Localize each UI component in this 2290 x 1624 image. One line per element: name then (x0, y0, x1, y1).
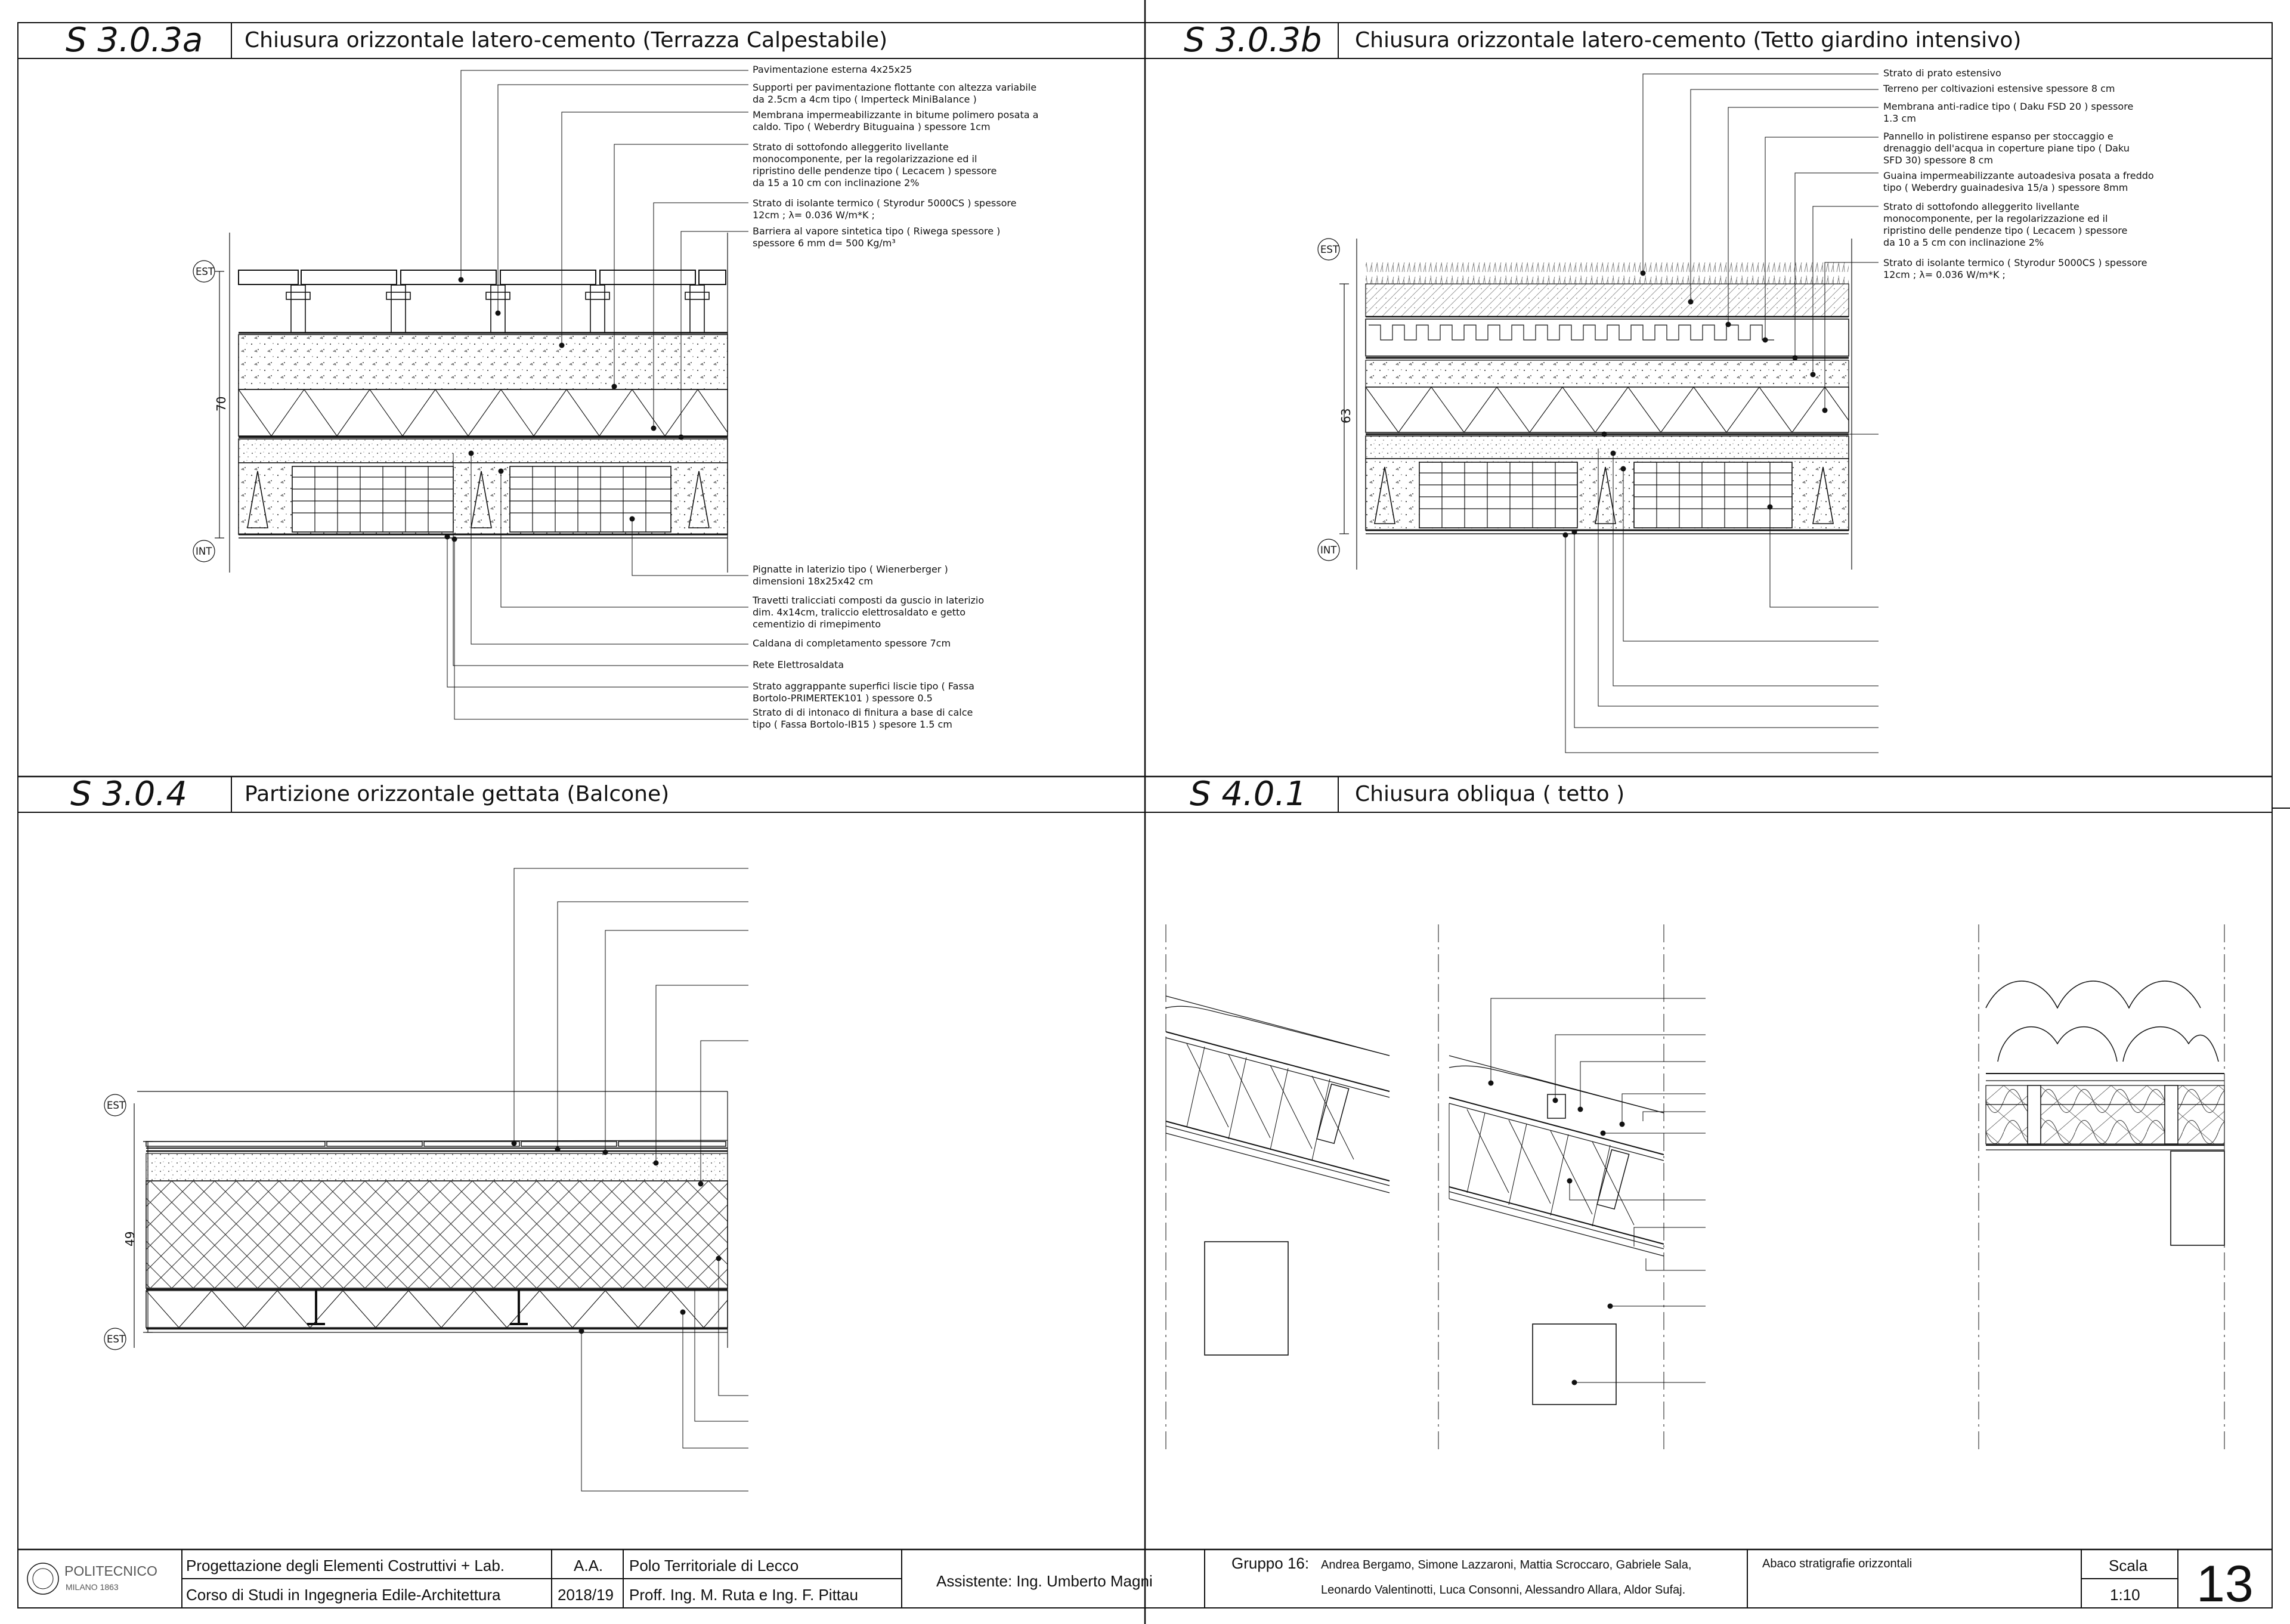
dimension-s303b: 63 (1339, 408, 1353, 423)
annotation-line: da 15 a 10 cm con inclinazione 2% (753, 177, 920, 188)
annotation-line: Guaina impermeabilizzante autoadesiva posata a freddo (1883, 170, 2154, 181)
course-program: Corso di Studi in Ingegneria Edile-Architettura (186, 1586, 501, 1604)
tag-est-top-s304: EST (107, 1100, 125, 1111)
sheet-subject: Abaco stratigrafie orizzontali (1762, 1557, 1913, 1570)
section-title-s401: Chiusura obliqua ( tetto ) (1355, 782, 1625, 806)
annotation-line: caldo. Tipo ( Weberdry Bituguaina ) spessore 1cm (753, 121, 991, 132)
section-title-s303b: Chiusura orizzontale latero-cemento (Tetto giardino intensivo) (1355, 28, 2022, 52)
annotation-line: cementizio di rimepimento (753, 618, 881, 630)
annotation-line: drenaggio dell'acqua in coperture piane tipo ( Daku (1883, 143, 2130, 154)
annotation-line: Membrana impermeabilizzante in bitume polimero posata a (753, 109, 1039, 120)
polo: Polo Territoriale di Lecco (629, 1557, 799, 1574)
aa-value: 2018/19 (558, 1586, 614, 1604)
annotation-line: Rete Elettrosaldata (753, 659, 844, 670)
annotation-line: ripristino delle pendenze tipo ( Lecacem ) spessore (753, 165, 997, 177)
section-code-s304: S 3.0.4 (70, 775, 187, 813)
annotation-line: da 2.5cm a 4cm tipo ( Imperteck MiniBalance ) (753, 94, 977, 105)
annotation-line: Strato di sottofondo alleggerito livellante (1883, 201, 2079, 212)
annotation-line: Travetti tralicciati composti da guscio in laterizio (753, 595, 985, 606)
annotation-line: tipo ( Weberdry guainadesiva 15/a ) spessore 8mm (1883, 182, 2128, 193)
section-drawing-s401 (1166, 924, 2224, 1449)
annotation-line: da 10 a 5 cm con inclinazione 2% (1883, 237, 2044, 248)
annotation-line: Strato di isolante termico ( Styrodur 5000CS ) spessore (753, 197, 1017, 209)
annotation-line: Membrana anti-radice tipo ( Daku FSD 20 ) spessore (1883, 101, 2134, 112)
annotation-line: 1.3 cm (1883, 113, 1916, 124)
tag-est-s303a: EST (196, 266, 214, 277)
annotation-line: Pavimentazione esterna 4x25x25 (753, 64, 912, 75)
group-label: Gruppo 16: (1231, 1554, 1310, 1572)
annotation-line: ripristino delle pendenze tipo ( Lecacem ) spessore (1883, 225, 2128, 236)
section-title-s304: Partizione orizzontale gettata (Balcone) (245, 782, 670, 806)
group-members-1: Andrea Bergamo, Simone Lazzaroni, Mattia Scroccaro, Gabriele Sala, (1321, 1558, 1692, 1572)
annotation-line: Bortolo-PRIMERTEK101 ) spessore 0.5 (753, 692, 933, 704)
annotation-line: Strato aggrappante superfici liscie tipo ( Fassa (753, 680, 974, 692)
annotation-line: Pannello in polistirene espanso per stoccaggio e (1883, 131, 2113, 142)
annotation-line: Barriera al vapore sintetica tipo ( Riwega spessore ) (753, 225, 1001, 237)
tag-int-s303a: INT (196, 546, 212, 557)
sheet-number: 13 (2196, 1555, 2254, 1613)
section-drawing-s303b (1318, 74, 1879, 753)
annotation-line: Strato di di intonaco di finitura a base di calce (753, 707, 973, 718)
annotation-line: tipo ( Fassa Bortolo-IB15 ) spesore 1.5 cm (753, 719, 952, 730)
dimension-s303a: 70 (214, 396, 228, 412)
annotation-line: SFD 30) spessore 8 cm (1883, 154, 1994, 166)
logo-name: POLITECNICO (64, 1563, 157, 1579)
section-drawing-s303a (193, 70, 748, 719)
tag-int-s303b: INT (1320, 545, 1337, 556)
annotation-line: Terreno per coltivazioni estensive spessore 8 cm (1883, 83, 2115, 94)
aa-label: A.A. (574, 1557, 604, 1574)
course-name: Progettazione degli Elementi Costruttivi + Lab. (186, 1557, 505, 1574)
dimension-s304: 49 (123, 1231, 137, 1246)
tag-est-s303b: EST (1320, 244, 1339, 255)
section-code-s401: S 4.0.1 (1190, 775, 1307, 813)
section-code-s303b: S 3.0.3b (1184, 21, 1322, 60)
section-drawing-s304 (104, 868, 748, 1491)
professors: Proff. Ing. M. Ruta e Ing. F. Pittau (629, 1586, 858, 1604)
annotation-line: Supporti per pavimentazione flottante con altezza variabile (753, 82, 1037, 93)
annotation-line: Strato di prato estensivo (1883, 67, 2001, 79)
annotation-line: Pignatte in laterizio tipo ( Wienerberger ) (753, 564, 948, 575)
section-code-s303a: S 3.0.3a (66, 21, 203, 60)
tag-est-bottom-s304: EST (107, 1334, 125, 1345)
labels-top-s303a (753, 64, 1038, 249)
labels-top-s303b (1883, 67, 2154, 280)
scale-value: 1:10 (2110, 1586, 2140, 1604)
annotation-line: 12cm ; λ= 0.036 W/m*K ; (1883, 269, 2006, 280)
annotation-line: dim. 4x14cm, traliccio elettrosaldato e getto (753, 607, 966, 618)
section-title-s303a: Chiusura orizzontale latero-cemento (Terrazza Calpestabile) (245, 28, 888, 52)
annotation-line: monocomponente, per la regolarizzazione ed il (753, 153, 977, 165)
annotation-line: 12cm ; λ= 0.036 W/m*K ; (753, 209, 875, 221)
annotation-line: Caldana di completamento spessore 7cm (753, 638, 951, 649)
annotation-line: spessore 6 mm d= 500 Kg/m³ (753, 237, 896, 249)
group-members-2: Leonardo Valentinotti, Luca Consonni, Alessandro Allara, Aldor Sufaj. (1321, 1583, 1686, 1597)
annotation-line: dimensioni 18x25x42 cm (753, 576, 873, 587)
annotation-line: monocomponente, per la regolarizzazione ed il (1883, 213, 2108, 224)
logo-sub: MILANO 1863 (66, 1582, 119, 1592)
labels-bottom-s303a (752, 564, 984, 730)
scale-label: Scala (2109, 1557, 2148, 1574)
assistant: Assistente: Ing. Umberto Magni (936, 1572, 1153, 1590)
annotation-line: Strato di sottofondo alleggerito livellante (753, 141, 949, 153)
annotation-line: Strato di isolante termico ( Styrodur 5000CS ) spessore (1883, 257, 2147, 268)
